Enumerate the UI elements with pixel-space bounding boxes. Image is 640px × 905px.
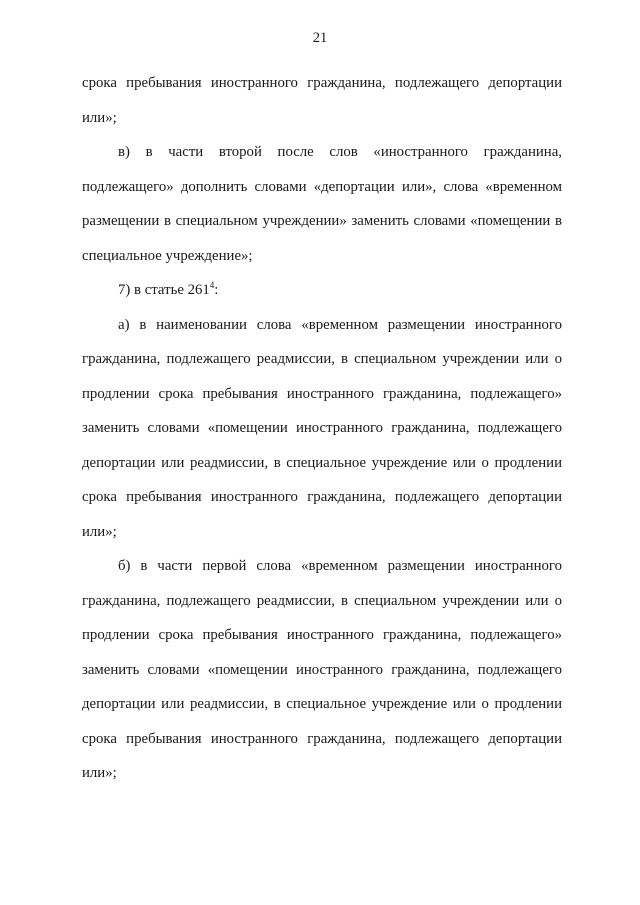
paragraph-continuation: срока пребывания иностранного гражданина, подлежащего депортации или»; <box>82 75 562 126</box>
document-body <box>82 66 562 791</box>
paragraph-item-a: а) в наименовании слова «временном размещении иностранного гражданина, подлежащего реадмиссии, в специальном учреждении или о продлении срока пребывания иностранного гражданина, подлежащего» заменить словами «помещении иностранного гражданина, подлежащего депортации или реадмиссии, в специальное учреждение или о продлении срока пребывания иностранного гражданина, подлежащего депортации или»; <box>82 316 562 540</box>
paragraph-item-7-text: 7) в статье 261 <box>118 282 210 298</box>
paragraph-item-b: б) в части первой слова «временном размещении иностранного гражданина, подлежащего реадмиссии, в специальном учреждении или о продлении срока пребывания иностранного гражданина, подлежащего» заменить словами «помещении иностранного гражданина, подлежащего депортации или реадмиссии, в специальное учреждение или о продлении срока пребывания иностранного гражданина, подлежащего депортации или»; <box>82 558 562 781</box>
paragraph-item-v: в) в части второй после слов «иностранного гражданина, подлежащего» дополнить словами «депортации или», слова «временном размещении в специальном учреждении» заменить словами «помещении в специальное учреждение»; <box>82 144 562 264</box>
page-number: 21 <box>312 30 328 46</box>
paragraph-item-7 <box>82 273 562 308</box>
paragraph-item-7-colon: : <box>214 282 219 298</box>
article-superscript: 4 <box>209 280 215 290</box>
